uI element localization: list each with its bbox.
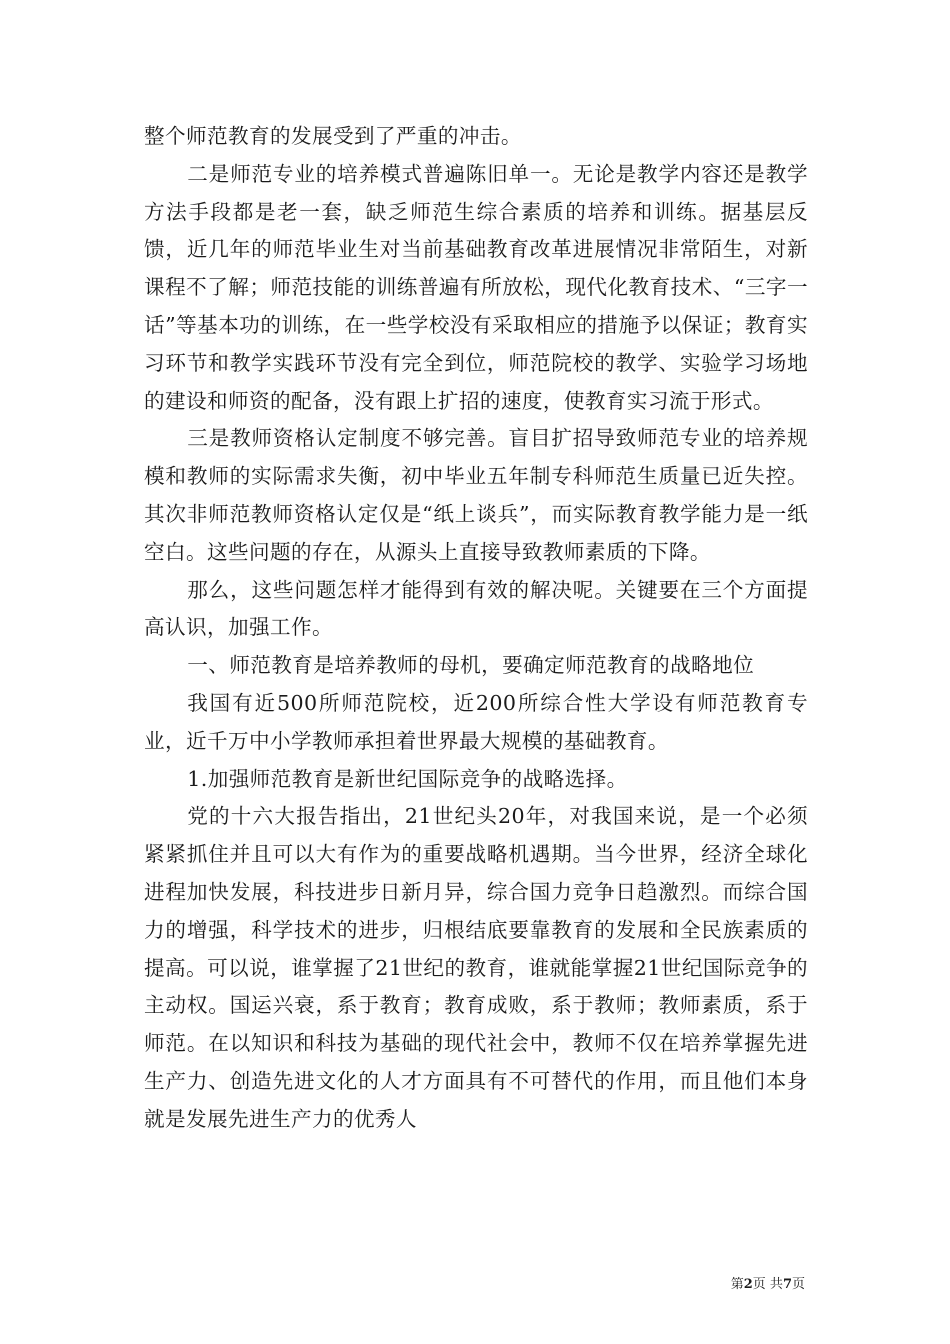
paragraph-strategic-choice: 党的十六大报告指出，21世纪头20年，对我国来说，是一个必须紧紧抓住并且可以大有作为的重要战略机遇期。当今世界，经济全球化进程加快发展，科技进步日新月异，综合国力竞争日趋激烈。而综合国力的增强，科学技术的进步，归根结底要靠教育的发展和全民族素质的提高。可以说，谁掌握了21世纪的教育，谁就能掌握21世纪国际竞争的主动权。国运兴衰，系于教育；教育成败，系于教师；教师素质，系于师范。在以知识和科技为基础的现代社会中，教师不仅在培养掌握先进生产力、创造先进文化的人才方面具有不可替代的作用，而且他们本身就是发展先进生产力的优秀人 <box>144 804 808 1131</box>
page-footer <box>731 1276 805 1294</box>
footer-suffix: 页 <box>791 1277 805 1292</box>
paragraph-statistics: 我国有近500所师范院校，近200所综合性大学设有师范教育专业，近千万中小学教师承担着世界最大规模的基础教育。 <box>144 690 808 753</box>
section-heading-one: 一、师范教育是培养教师的母机，要确定师范教育的战略地位 <box>187 653 755 678</box>
document-body <box>144 118 808 1139</box>
footer-prefix: 第 <box>730 1277 744 1292</box>
footer-middle: 页 共 <box>752 1277 783 1292</box>
paragraph-point-two: 二是师范专业的培养模式普遍陈旧单一。无论是教学内容还是教学方法手段都是老一套，缺乏师范生综合素质的培养和训练。据基层反馈，近几年的师范毕业生对当前基础教育改革进展情况非常陌生，对新课程不了解；师范技能的训练普遍有所放松，现代化教育技术、“三字一话”等基本功的训练，在一些学校没有采取相应的措施予以保证；教育实习环节和教学实践环节没有完全到位，师范院校的教学、实验学习场地的建设和师资的配备，没有跟上扩招的速度，使教育实习流于形式。 <box>144 161 808 413</box>
footer-current-page: 2 <box>743 1277 753 1292</box>
subsection-heading-1: 1.加强师范教育是新世纪国际竞争的战略选择。 <box>187 766 628 791</box>
footer-total-pages: 7 <box>782 1277 792 1292</box>
paragraph-transition: 那么，这些问题怎样才能得到有效的解决呢。关键要在三个方面提高认识，加强工作。 <box>144 577 808 640</box>
paragraph-continuation: 整个师范教育的发展受到了严重的冲击。 <box>144 124 522 148</box>
paragraph-point-three: 三是教师资格认定制度不够完善。盲目扩招导致师范专业的培养规模和教师的实际需求失衡，初中毕业五年制专科师范生质量已近失控。其次非师范教师资格认定仅是“纸上谈兵”，而实际教育教学能力是一纸空白。这些问题的存在，从源头上直接导致教师素质的下降。 <box>144 426 808 564</box>
